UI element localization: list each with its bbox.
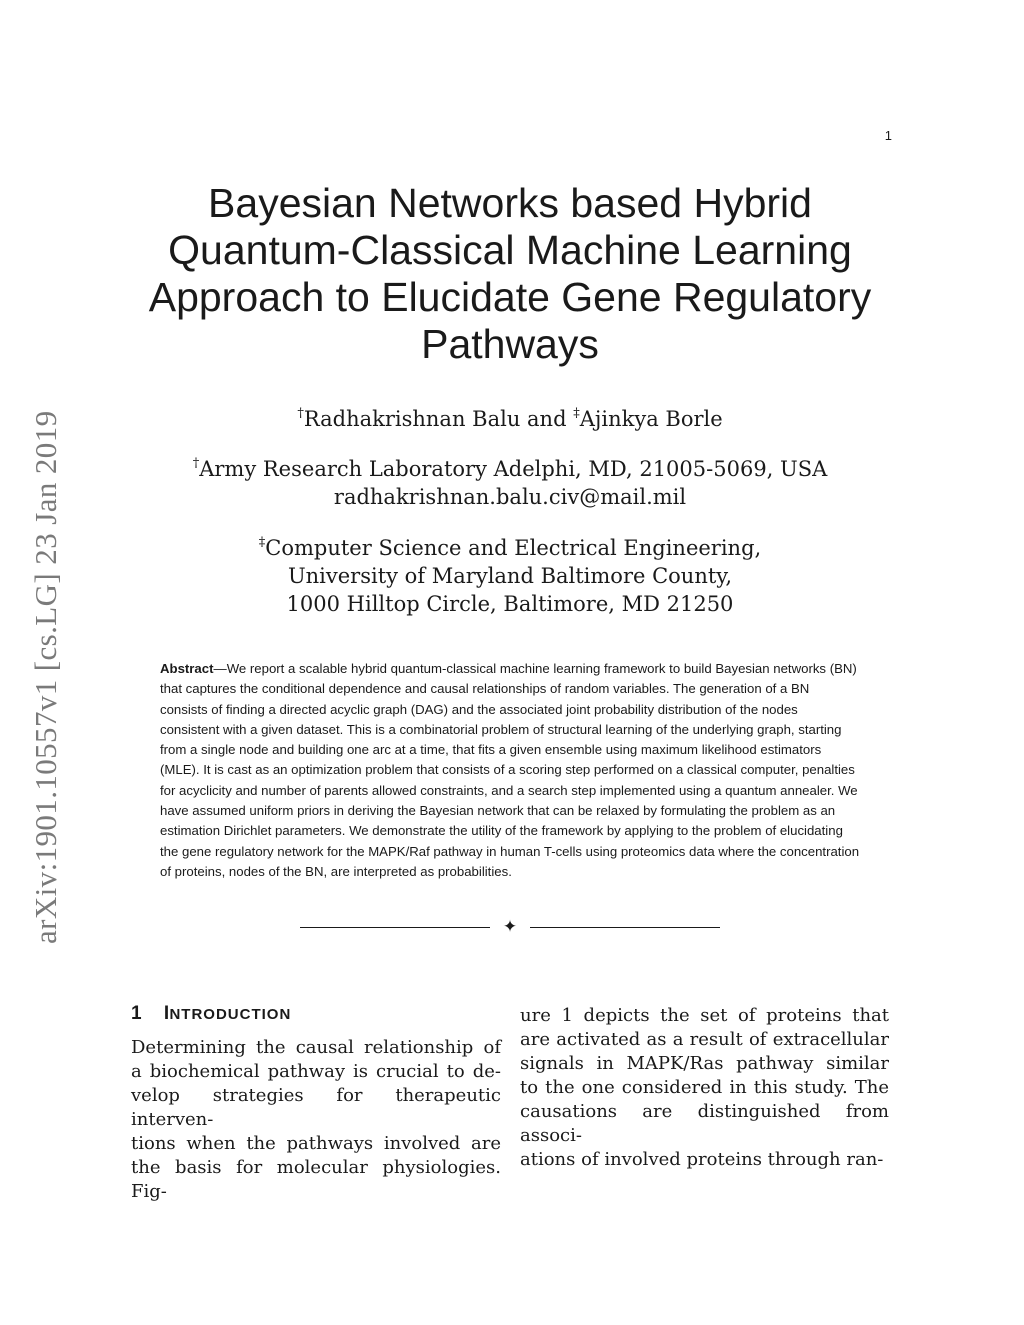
body-text-line: ations of involved proteins through ran- bbox=[520, 1149, 884, 1170]
body-text-line: the basis for molecular physiologies. Fig- bbox=[131, 1157, 501, 1202]
arxiv-identifier-stamp: arXiv:1901.10557v1 [cs.LG] 23 Jan 2019 bbox=[28, 410, 63, 944]
title-line: Approach to Elucidate Gene Regulatory bbox=[148, 274, 872, 320]
author-name: Ajinkya Borle bbox=[579, 407, 723, 431]
affiliation-line bbox=[140, 534, 880, 562]
affiliation-umbc bbox=[140, 534, 880, 618]
affiliation-line bbox=[140, 455, 880, 483]
title-line: Pathways bbox=[421, 321, 599, 367]
separator-star-icon: ✦ bbox=[502, 917, 518, 937]
body-text-line: ure 1 depicts the set of proteins that bbox=[520, 1005, 889, 1026]
affiliation-mark: † bbox=[192, 456, 200, 471]
author-email: radhakrishnan.balu.civ@mail.mil bbox=[333, 485, 687, 509]
body-column-right bbox=[520, 1004, 889, 1172]
title-line: Quantum-Classical Machine Learning bbox=[168, 227, 852, 273]
author-mark: ‡ bbox=[573, 406, 580, 421]
body-text-line: signals in MAPK/Ras pathway similar bbox=[520, 1053, 889, 1074]
section-title-initial: I bbox=[163, 1003, 170, 1024]
title-line: Bayesian Networks based Hybrid bbox=[208, 180, 812, 226]
affiliation-text: Army Research Laboratory Adelphi, MD, 21005-5069, USA bbox=[199, 457, 828, 481]
author-list bbox=[140, 405, 880, 433]
paper-title bbox=[140, 180, 880, 368]
body-text-line: to the one considered in this study. The bbox=[520, 1077, 889, 1098]
abstract bbox=[160, 659, 860, 882]
body-text-line: velop strategies for therapeutic interven- bbox=[131, 1085, 501, 1130]
author-name: Radhakrishnan Balu bbox=[303, 407, 521, 431]
separator-rule-right bbox=[530, 927, 720, 928]
affiliation-text: Computer Science and Electrical Engineering, bbox=[265, 536, 762, 560]
body-column-left bbox=[131, 1036, 501, 1204]
body-text-line: a biochemical pathway is crucial to de- bbox=[131, 1061, 501, 1082]
abstract-text: —We report a scalable hybrid quantum-classical machine learning framework to build Bayesian networks (BN) that captures the conditional dependence and causal relationships of random variables. The generation of a BN consists of finding a directed acyclic graph (DAG) and the associated joint probability distribution of the nodes consistent with a given dataset. This is a combinatorial problem of structural learning of the underlying graph, starting from a single node and building one arc at a time, that fits a given ensemble using maximum likelihood estimators (MLE). It is cast as an optimization problem that consists of a scoring step performed on a classical computer, penalties for acyclicity and number of parents allowed constraints, and a search step implemented using a quantum annealer. We have assumed uniform priors in deriving the Bayesian network that can be relaxed by formulating the problem as an estimation Dirichlet parameters. We demonstrate the utility of the framework by applying to the problem of elucidating the gene regulatory network for the MAPK/Raf pathway in human T-cells using proteomics data where the concentration of proteins, nodes of the BN, are interpreted as probabilities. bbox=[160, 661, 860, 879]
affiliation-line: University of Maryland Baltimore County, bbox=[287, 564, 733, 588]
section-heading-introduction bbox=[131, 1003, 501, 1025]
body-text-line: are activated as a result of extracellular bbox=[520, 1029, 889, 1050]
body-text-line: tions when the pathways involved are bbox=[131, 1133, 501, 1154]
affiliation-mark: ‡ bbox=[258, 535, 266, 550]
section-number: 1 bbox=[131, 1003, 142, 1024]
page-number: 1 bbox=[884, 128, 892, 143]
section-separator bbox=[300, 917, 720, 937]
separator-rule-left bbox=[300, 927, 490, 928]
affiliation-line: 1000 Hilltop Circle, Baltimore, MD 21250 bbox=[286, 592, 734, 616]
affiliation-army-research-lab bbox=[140, 455, 880, 511]
author-conjunction: and bbox=[520, 407, 574, 431]
body-text-line: Determining the causal relationship of bbox=[131, 1037, 501, 1058]
section-title-rest: NTRODUCTION bbox=[169, 1006, 292, 1023]
author-mark: † bbox=[297, 406, 304, 421]
body-text-line: causations are distinguished from associ- bbox=[520, 1101, 889, 1146]
abstract-label: Abstract bbox=[160, 661, 214, 676]
